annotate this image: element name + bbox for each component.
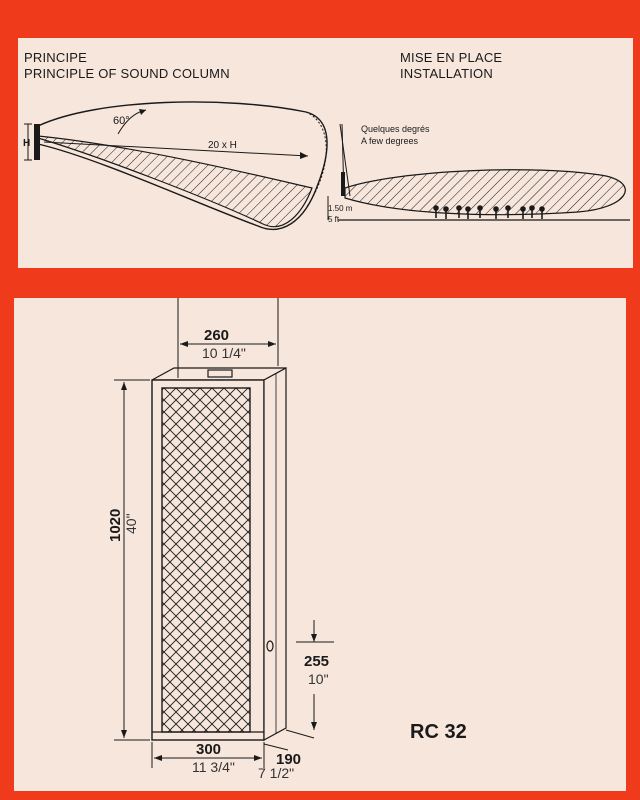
principle-diagram <box>18 38 633 268</box>
note-fr: Quelques degrés <box>361 124 430 134</box>
height-label: H <box>23 138 31 149</box>
distance-label: 20 x H <box>208 140 237 151</box>
mount-mm: 255 <box>304 653 330 670</box>
width-in: 10 1/4" <box>202 345 246 361</box>
speaker-cabinet <box>152 368 286 740</box>
installation-title-en: INSTALLATION <box>400 66 493 81</box>
depth-mm: 300 <box>196 741 222 758</box>
width-mm: 260 <box>204 327 230 344</box>
depth-in: 11 3/4" <box>192 759 235 775</box>
mount-in: 10" <box>308 671 329 687</box>
installation-title-fr: MISE EN PLACE <box>400 50 503 65</box>
principle-title-en: PRINCIPLE OF SOUND COLUMN <box>24 66 230 81</box>
sound-lobe-principle <box>38 102 327 229</box>
model-label: RC 32 <box>410 721 467 743</box>
height-in: 40" <box>123 513 139 534</box>
principle-title-fr: PRINCIPE <box>24 50 88 65</box>
speaker-dimensions-panel <box>14 298 626 791</box>
column-speaker-icon <box>34 124 40 160</box>
note-en: A few degrees <box>361 136 419 146</box>
angle-label: 60° <box>113 115 130 127</box>
base-in: 7 1/2" <box>258 765 295 781</box>
speaker-grille <box>162 388 250 732</box>
principle-panel <box>18 38 633 268</box>
speaker-drawing <box>14 298 626 791</box>
height-ft: 5 ft <box>328 215 340 224</box>
base-mm: 190 <box>276 751 302 768</box>
height-mm: 1020 <box>107 508 124 542</box>
height-m: 1.50 m <box>328 204 353 213</box>
